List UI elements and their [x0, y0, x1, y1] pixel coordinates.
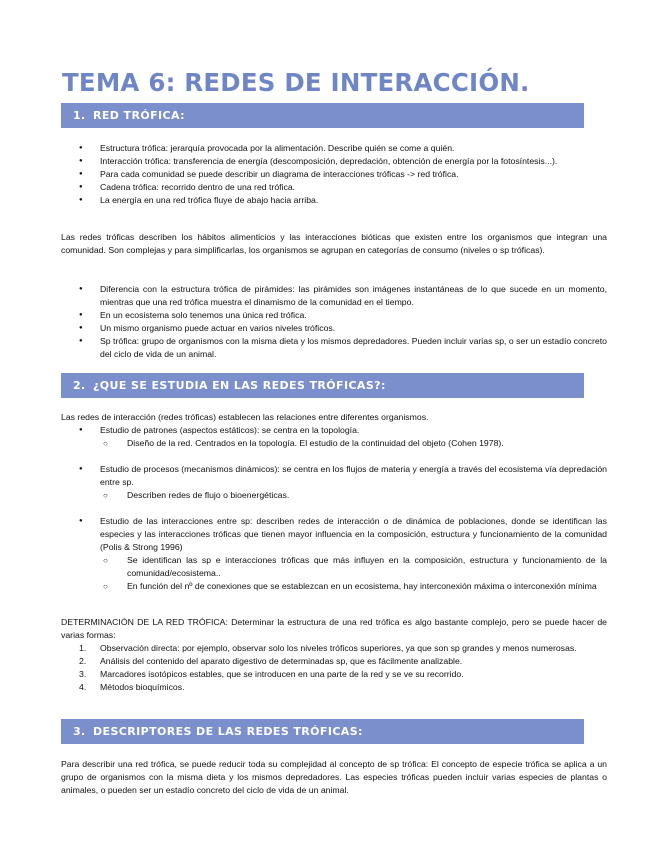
list-item: ● Estructura trófica: jerarquía provocada por la alimentación. Describe quién se come a quién. — [79, 142, 607, 155]
method-text: Observación directa: por ejemplo, observar solo los niveles tróficos superiores, ya que son sp grandes y menos numerosas. — [100, 643, 577, 653]
list-item: ● Un mismo organismo puede actuar en varios niveles tróficos. — [79, 322, 607, 335]
sub-list — [100, 437, 607, 450]
list-item — [79, 515, 607, 593]
methods-list — [79, 642, 607, 694]
section-2-bullet-3 — [79, 515, 607, 593]
method-text: Marcadores isotópicos estables, que se introducen en una parte de la red y se ve su recorrido. — [100, 669, 464, 679]
list-item — [79, 642, 607, 655]
method-text: Métodos bioquímicos. — [100, 682, 185, 692]
section-1-paragraph: Las redes tróficas describen los hábitos alimenticios y las interacciones bióticas que existen entre los organismos que integran una comunidad. Son complejas y para simplificarlas, los organismos se agrupan en categorías de consumo (niveles o sp tróficas). — [61, 232, 607, 255]
list-item — [79, 681, 607, 694]
method-number: 2. — [79, 656, 87, 666]
list-item-text: ● Estudio de patrones (aspectos estáticos): se centra en la topología. — [100, 425, 360, 435]
section-2-number: 2. — [73, 379, 86, 392]
list-item-text: ● Estudio de las interacciones entre sp: describen redes de interacción o de dinámica de poblaciones, donde se identifican las especies y las interacciones tróficas que tienen mayor influencia en la composición, estructura y funcionamiento de la comunidad (Polis & Strong 1996) — [100, 516, 607, 552]
sub-list-item: ○ En función del nº de conexiones que se establezcan en un ecosistema, hay interconexión máxima o interconexión mínima — [100, 580, 607, 593]
list-item — [79, 424, 607, 450]
section-1-header — [61, 103, 584, 128]
section-3-number: 3. — [73, 725, 86, 738]
section-3-paragraph: Para describir una red trófica, se puede reducir toda su complejidad al concepto de sp trófica: El concepto de especie trófica se aplica a un grupo de organismos con la misma dieta y los mismos depredadores. Las especies tróficas pueden incluir varias especies de plantas o animales, o pueden ser un estadío concreto del ciclo de vida de un animal. — [61, 759, 607, 795]
section-3-heading: DESCRIPTORES DE LAS REDES TRÓFICAS: — [93, 725, 363, 738]
list-item: ● Interacción trófica: transferencia de energía (descomposición, depredación, obtención de energía por la fotosíntesis...). — [79, 155, 607, 168]
list-item: ● En un ecosistema solo tenemos una única red trófica. — [79, 309, 607, 322]
section-1-number: 1. — [73, 109, 86, 122]
sub-list-item: ○ Diseño de la red. Centrados en la topología. El estudio de la continuidad del objeto (Cohen 1978). — [100, 437, 607, 450]
sub-list-item: ○ Se identifican las sp e interacciones tróficas que más influyen en la composición, estructura y funcionamiento de la comunidad/ecosistema.. — [100, 554, 607, 580]
method-number: 4. — [79, 682, 87, 692]
determination-paragraph: DETERMINACIÓN DE LA RED TRÓFICA: Determinar la estructura de una red trófica es algo bastante complejo, pero se puede hacer de varias formas: — [61, 617, 607, 640]
section-2-heading: ¿QUE SE ESTUDIA EN LAS REDES TRÓFICAS?: — [93, 379, 386, 392]
list-item-text: ● Estudio de procesos (mecanismos dinámicos): se centra en los flujos de materia y energía a través del ecosistema vía depredación entre sp. — [100, 464, 607, 487]
list-item: ● Sp trófica: grupo de organismos con la misma dieta y los mismos depredadores. Pueden incluir varias sp, o ser un estadío concreto del ciclo de vida de un animal. — [79, 335, 607, 361]
section-1-bullets — [79, 142, 607, 207]
method-number: 1. — [79, 643, 87, 653]
list-item: ● Para cada comunidad se puede describir un diagrama de interacciones tróficas -> red trófica. — [79, 168, 607, 181]
section-2-header — [61, 373, 584, 398]
method-number: 3. — [79, 669, 87, 679]
list-item: ● Cadena trófica: recorrido dentro de una red trófica. — [79, 181, 607, 194]
section-1-heading: RED TRÓFICA: — [93, 109, 185, 122]
section-2-bullet-1 — [79, 424, 607, 450]
section-2-bullet-2 — [79, 463, 607, 502]
sub-list-item: ○ Describen redes de flujo o bioenergéticas. — [100, 489, 607, 502]
sub-list — [100, 554, 607, 593]
list-item — [79, 655, 607, 668]
section-3-header — [61, 719, 584, 744]
list-item — [79, 463, 607, 502]
section-1-bullets-2 — [79, 283, 607, 361]
sub-list — [100, 489, 607, 502]
list-item: ● Diferencia con la estructura trófica de pirámides: las pirámides son imágenes instantáneas de lo que sucede en un momento, mientras que una red trófica muestra el dinamismo de la comunidad en el tiempo. — [79, 283, 607, 309]
section-2-intro: Las redes de interacción (redes tróficas) establecen las relaciones entre diferentes organismos. — [61, 412, 429, 422]
method-text: Análisis del contenido del aparato digestivo de determinadas sp, que es fácilmente analizable. — [100, 656, 463, 666]
list-item — [79, 668, 607, 681]
list-item: ● La energía en una red trófica fluye de abajo hacia arriba. — [79, 194, 607, 207]
page-title: TEMA 6: REDES DE INTERACCIÓN. — [62, 68, 530, 97]
